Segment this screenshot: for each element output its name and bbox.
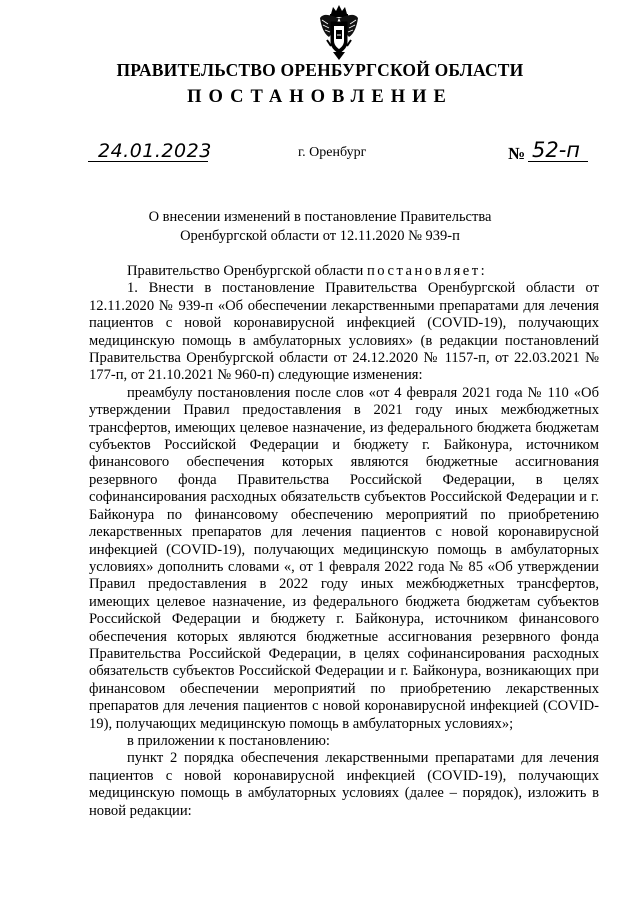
date-underline [88,161,208,162]
document-type-heading: ПОСТАНОВЛЕНИЕ [187,87,453,107]
document-body [89,263,599,820]
organization-title: ПРАВИТЕЛЬСТВО ОРЕНБУРГСКОЙ ОБЛАСТИ [116,60,524,80]
document-city: г. Оренбург [298,145,367,160]
subject-line-1: О внесении изменений в постановление Правительства [148,209,492,225]
document-date: 24.01.2023 [98,140,212,162]
coat-of-arms-icon [318,4,360,62]
paragraph-point-2: пункт 2 порядка обеспечения лекарственными препаратами для лечения пациентов с новой коронавирусной инфекцией (COVID-19), получающих медицинскую помощь в амбулаторных условиях (далее – порядок), изложить в новой редакции: [89,750,599,819]
subject-line-2: Оренбургской области от 12.11.2020 № 939-п [180,227,460,244]
paragraph-1: 1. Внести в постановление Правительства Оренбургской области от 12.11.2020 № 939-п «Об обеспечении лекарственными препаратами для лечения пациентов с новой коронавирусной инфекцией (COVID-19), получающих медицинскую помощь в амбулаторных условиях» (в редакции постановлений Правительства Оренбургской области от 24.12.2020 № 1157-п, от 22.03.2021 № 177-п, от 21.10.2021 № 960-п) следующие изменения: [89,280,599,384]
document-subject [0,208,640,245]
number-sign: № [508,144,526,163]
document-number: 52-п [532,138,581,162]
paragraph-preamble: преамбулу постановления после слов «от 4 февраля 2021 года № 110 «Об утверждении Правил предоставления в 2021 году иных межбюджетных трансфертов, имеющих целевое назначение, из федерального бюджета бюджетам субъектов Российской Федерации и бюджету г. Байконура, источником финансового обеспечения которых являются бюджетные ассигнования резервного фонда Правительства Российской Федерации, в целях софинансирования расходных обязательств субъектов Российской Федерации и г. Байконура по финансовому обеспечению мероприятий по приобретению лекарственных препаратов для лечения пациентов с новой коронавирусной инфекцией (COVID-19), получающих медицинскую помощь в амбулаторных условиях» дополнить словами «, от 1 февраля 2022 года № 85 «Об утверждении Правил предоставления в 2022 году иных межбюджетных трансфертов, имеющих целевое назначение, из федерального бюджета бюджетам субъектов Российской Федерации и бюджету г. Байконура, источником финансового обеспечения которых являются бюджетные ассигнования резервного фонда Правительства Российской Федерации, в целях софинансирования расходных обязательств субъектов Российской Федерации и г. Байконура, возникающих при финансовом обеспечении мероприятий по приобретению лекарственных препаратов для лечения пациентов с новой коронавирусной инфекцией (COVID-19), получающих медицинскую помощь в амбулаторных условиях»; [89,384,599,732]
intro-subject: Правительство Оренбургской области [127,263,364,279]
number-underline [528,161,588,162]
intro-verb: постановляет: [367,263,488,279]
resolution-intro [89,263,599,280]
paragraph-appendix: в приложении к постановлению: [127,732,330,749]
